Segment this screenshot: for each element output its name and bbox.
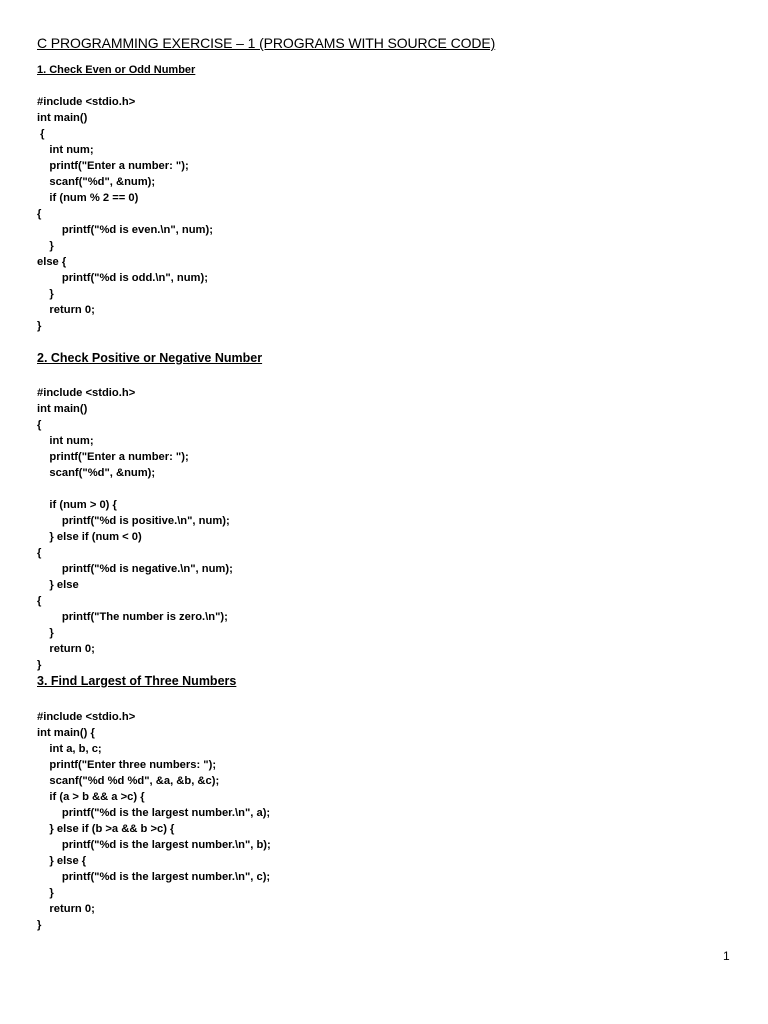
code-block-largest-of-three bbox=[37, 709, 271, 933]
code-line: printf("%d is positive.\n", num); bbox=[37, 515, 230, 527]
code-line: } bbox=[37, 919, 42, 931]
code-line: int main() bbox=[37, 112, 88, 124]
code-line: printf("%d is negative.\n", num); bbox=[37, 563, 233, 575]
code-line: printf("Enter a number: "); bbox=[37, 451, 189, 463]
section-heading-even-odd: 1. Check Even or Odd Number bbox=[37, 64, 196, 76]
code-line: printf("Enter a number: "); bbox=[37, 160, 189, 172]
code-line: } else bbox=[37, 579, 79, 591]
code-line: scanf("%d", &num); bbox=[37, 176, 156, 188]
section-heading-positive-negative: 2. Check Positive or Negative Number bbox=[37, 351, 263, 365]
code-line: { bbox=[37, 128, 45, 140]
code-block-positive-negative bbox=[37, 385, 233, 673]
code-line: int num; bbox=[37, 435, 94, 447]
code-line: #include <stdio.h> bbox=[37, 96, 136, 108]
code-line: } bbox=[37, 887, 54, 899]
code-line: return 0; bbox=[37, 304, 95, 316]
code-line: } else if (num < 0) bbox=[37, 531, 142, 543]
code-line: else { bbox=[37, 256, 67, 268]
code-line: { bbox=[37, 419, 42, 431]
code-line: printf("Enter three numbers: "); bbox=[37, 759, 217, 771]
code-line: if (num % 2 == 0) bbox=[37, 192, 139, 204]
code-line: printf("%d is the largest number.\n", c); bbox=[37, 871, 271, 883]
code-line: return 0; bbox=[37, 903, 95, 915]
code-line: } bbox=[37, 627, 54, 639]
code-line: scanf("%d", &num); bbox=[37, 467, 156, 479]
code-line: } bbox=[37, 288, 54, 300]
code-line: #include <stdio.h> bbox=[37, 387, 136, 399]
code-line: if (a > b && a >c) { bbox=[37, 791, 145, 803]
code-line: printf("The number is zero.\n"); bbox=[37, 611, 228, 623]
code-line: return 0; bbox=[37, 643, 95, 655]
code-line: } else if (b >a && b >c) { bbox=[37, 823, 175, 835]
document-title: C PROGRAMMING EXERCISE – 1 (PROGRAMS WITH SOURCE CODE) bbox=[37, 35, 496, 51]
code-line: printf("%d is the largest number.\n", b); bbox=[37, 839, 271, 851]
code-line: } bbox=[37, 659, 42, 671]
code-line: printf("%d is even.\n", num); bbox=[37, 224, 213, 236]
code-line: if (num > 0) { bbox=[37, 499, 117, 511]
code-line: printf("%d is odd.\n", num); bbox=[37, 272, 208, 284]
code-line: { bbox=[37, 595, 42, 607]
page-number: 1 bbox=[723, 949, 730, 963]
code-block-even-odd bbox=[37, 94, 213, 334]
code-line: int main() { bbox=[37, 727, 95, 739]
code-line: int num; bbox=[37, 144, 94, 156]
code-line: int a, b, c; bbox=[37, 743, 102, 755]
code-line: } bbox=[37, 240, 54, 252]
code-line: #include <stdio.h> bbox=[37, 711, 136, 723]
code-line bbox=[37, 481, 233, 497]
section-heading-largest-of-three: 3. Find Largest of Three Numbers bbox=[37, 674, 237, 688]
code-line: { bbox=[37, 547, 42, 559]
code-line: { bbox=[37, 208, 42, 220]
code-line: int main() bbox=[37, 403, 88, 415]
code-line: scanf("%d %d %d", &a, &b, &c); bbox=[37, 775, 220, 787]
code-line: } bbox=[37, 320, 42, 332]
code-line: printf("%d is the largest number.\n", a); bbox=[37, 807, 271, 819]
code-line: } else { bbox=[37, 855, 87, 867]
